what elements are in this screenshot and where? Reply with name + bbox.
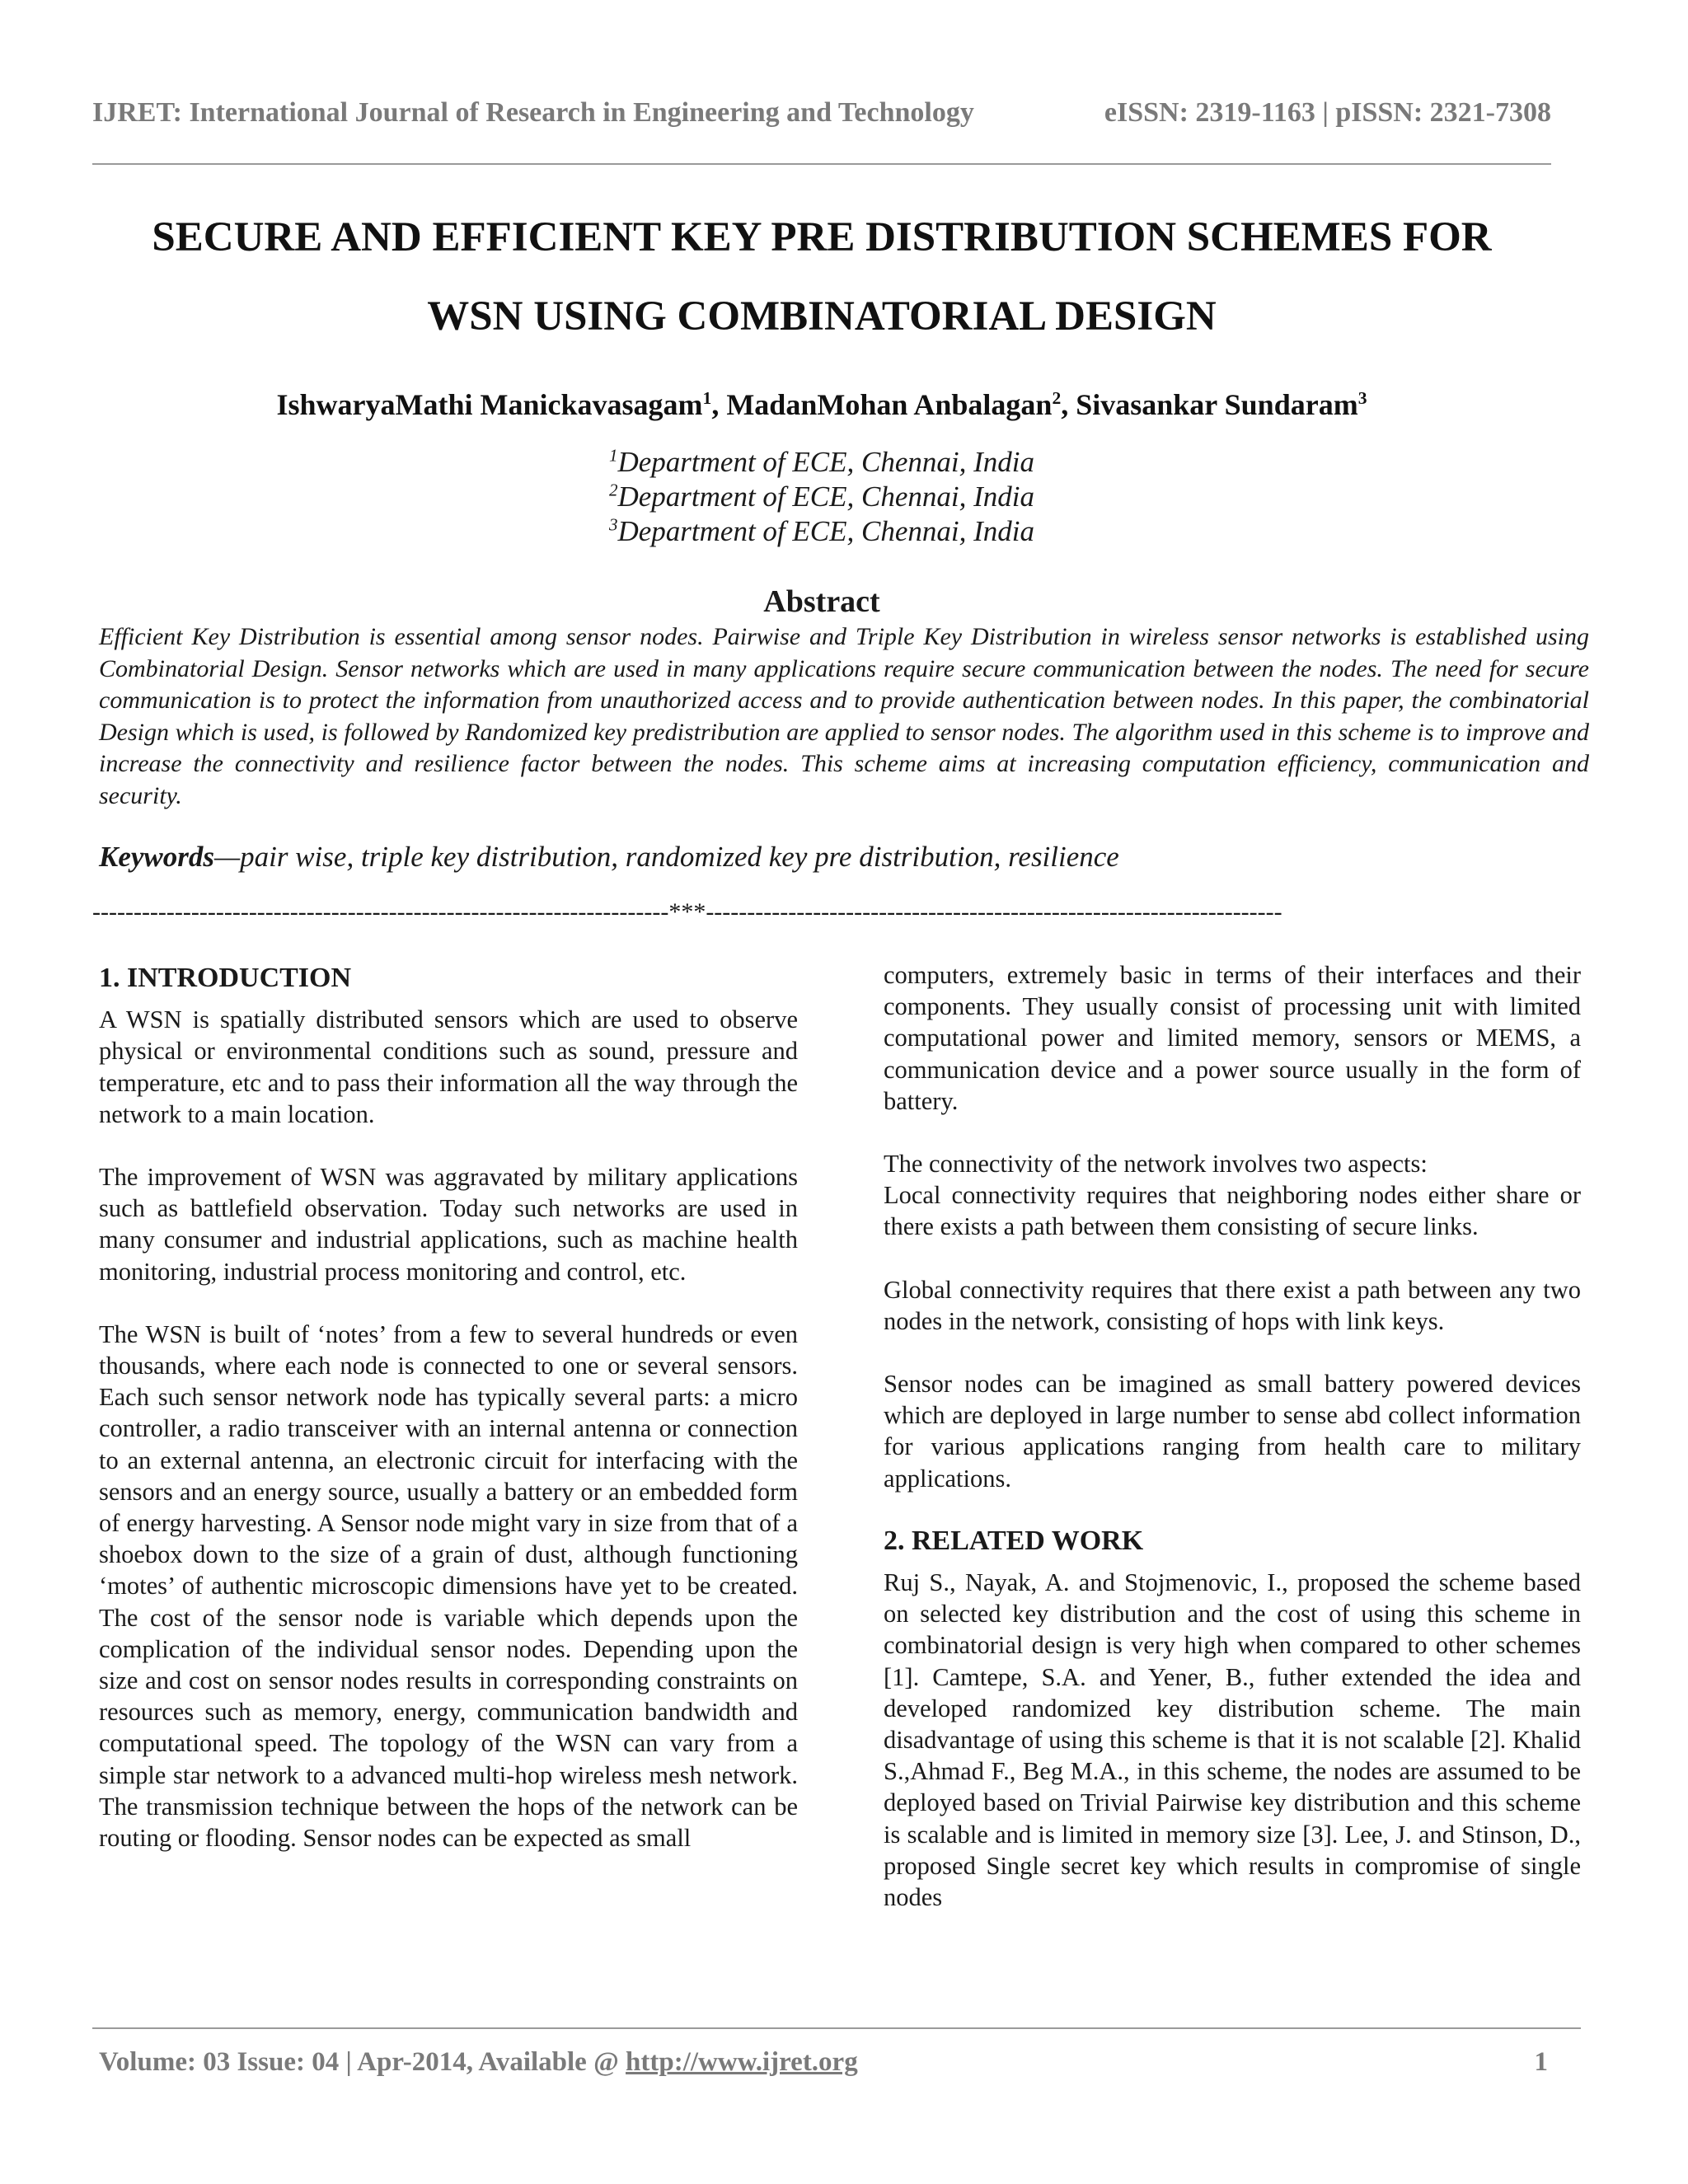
paragraph: A WSN is spatially distributed sensors which are used to observe physical or environmental conditions such as sound, pressure and temperature, etc and to pass their information all the way through the network to a main location. bbox=[99, 1005, 798, 1128]
title-line-2: WSN USING COMBINATORIAL DESIGN bbox=[427, 293, 1217, 340]
author-name: IshwaryaMathi Manickavasagam bbox=[276, 388, 703, 421]
header-divider bbox=[92, 163, 1551, 165]
author-sep: , bbox=[711, 388, 727, 421]
author-sup: 1 bbox=[702, 388, 712, 408]
affiliation-text: Department of ECE, Chennai, India bbox=[617, 446, 1034, 478]
keywords bbox=[99, 841, 1550, 874]
paragraph: Ruj S., Nayak, A. and Stojmenovic, I., proposed the scheme based on selected key distribution and the cost of using this scheme in combinatorial design is very high when compared to other schemes [1]. Camtepe, S.A. and Yener, B., futher extended the idea and developed randomized key distribution scheme. The main disadvantage of using this scheme is that it is not scalable [2]. Khalid S.,Ahmad F., Beg M.A., in this scheme, the nodes are assumed to be deployed based on Trivial Pairwise key distribution and this scheme is scalable and is limited in memory size [3]. Lee, J. and Stinson, D., proposed Single secret key which results in compromise of single nodes bbox=[884, 1568, 1581, 1912]
page-number: 1 bbox=[1534, 2047, 1548, 2077]
paragraph: The improvement of WSN was aggravated by military applications such as battlefield observation. Today such networks are used in many consumer and industrial applications, such as machine health monitoring, industrial process monitoring and control, etc. bbox=[99, 1163, 798, 1286]
paragraph: computers, extremely basic in terms of their interfaces and their components. They usually consist of processing unit with limited computational power and limited memory, sensors or MEMS, a communication device and a power source usually in the form of battery. bbox=[884, 961, 1581, 1115]
affiliation-sup: 2 bbox=[608, 480, 618, 500]
author-name: Sivasankar Sundaram bbox=[1076, 388, 1358, 421]
affiliation-text: Department of ECE, Chennai, India bbox=[617, 480, 1034, 513]
right-column bbox=[884, 959, 1581, 1944]
author-name: MadanMohan Anbalagan bbox=[726, 388, 1053, 421]
section-heading-related-work: 2. RELATED WORK bbox=[884, 1525, 1144, 1556]
author-list bbox=[92, 387, 1551, 422]
affiliation-line bbox=[92, 514, 1551, 549]
journal-name: IJRET: International Journal of Research in Engineering and Technology bbox=[92, 97, 974, 128]
left-column bbox=[99, 963, 798, 1885]
footer-divider bbox=[92, 2027, 1581, 2029]
author-sup: 3 bbox=[1357, 388, 1367, 408]
section-separator: ----------------------------------------------------------------------***---------------------------------------------------------------------- bbox=[92, 898, 1282, 926]
section-heading-introduction: 1. INTRODUCTION bbox=[99, 963, 352, 993]
paragraph-line: The connectivity of the network involves two aspects: bbox=[884, 1150, 1428, 1179]
running-header bbox=[92, 97, 1551, 129]
affiliation-line bbox=[92, 480, 1551, 514]
abstract-heading: Abstract bbox=[763, 584, 880, 619]
paragraph bbox=[884, 1148, 1581, 1243]
title-line-1: SECURE AND EFFICIENT KEY PRE DISTRIBUTION SCHEMES FOR bbox=[152, 214, 1492, 260]
issn-info: eISSN: 2319-1163 | pISSN: 2321-7308 bbox=[1104, 97, 1551, 128]
affiliation-text: Department of ECE, Chennai, India bbox=[617, 515, 1034, 547]
abstract-text: Efficient Key Distribution is essential among sensor nodes. Pairwise and Triple Key Distribution in wireless sensor networks is established using Combinatorial Design. Sensor networks which are used in many applications require secure communication between the nodes. The need for secure communication is to protect the information from unauthorized access and to provide authentication between nodes. In this paper, the combinatorial Design which is used, is followed by Randomized key predistribution are applied to sensor nodes. The algorithm used in this scheme is to improve and increase the connectivity and resilience factor between the nodes. This scheme aims at increasing computation efficiency, communication and security. bbox=[99, 623, 1589, 809]
affiliation-sup: 3 bbox=[608, 514, 618, 535]
affiliations bbox=[92, 445, 1551, 549]
keywords-text: —pair wise, triple key distribution, randomized key pre distribution, resilience bbox=[214, 841, 1119, 873]
running-footer bbox=[99, 2047, 1548, 2078]
author-sep: , bbox=[1061, 388, 1076, 421]
affiliation-line bbox=[92, 445, 1551, 480]
paragraph: Global connectivity requires that there exist a path between any two nodes in the network, consisting of hops with link keys. bbox=[884, 1275, 1581, 1335]
volume-text: Volume: 03 Issue: 04 | Apr-2014, Available @ bbox=[99, 2047, 626, 2077]
volume-info bbox=[99, 2047, 858, 2078]
paragraph-line: Local connectivity requires that neighboring nodes either share or there exists a path between them consisting of secure links. bbox=[884, 1181, 1581, 1241]
paragraph: The WSN is built of ‘notes’ from a few to several hundreds or even thousands, where each node is connected to one or several sensors. Each such sensor network node has typically several parts: a micro controller, a radio transceiver with an internal antenna or connection to an external antenna, an electronic circuit for interfacing with the sensors and an energy source, usually a battery or an embedded form of energy harvesting. A Sensor node might vary in size from that of a shoebox down to the size of a grain of dust, although functioning ‘motes’ of authentic microscopic dimensions have yet to be created. The cost of the sensor node is variable which depends upon the complication of the individual sensor nodes. Depending upon the size and cost on sensor nodes results in corresponding constraints on resources such as memory, energy, communication bandwidth and computational speed. The topology of the WSN can vary from a simple star network to a advanced multi-hop wireless mesh network. The transmission technique between the hops of the network can be routing or flooding. Sensor nodes can be expected as small bbox=[99, 1319, 798, 1853]
paper-title bbox=[92, 198, 1551, 356]
author-sup: 2 bbox=[1052, 388, 1062, 408]
affiliation-sup: 1 bbox=[608, 445, 618, 466]
keywords-label: Keywords bbox=[99, 841, 214, 873]
paragraph: Sensor nodes can be imagined as small battery powered devices which are deployed in large number to sense abd collect information for various applications ranging from health care to military applications. bbox=[884, 1370, 1581, 1493]
journal-link[interactable]: http://www.ijret.org bbox=[626, 2047, 858, 2077]
